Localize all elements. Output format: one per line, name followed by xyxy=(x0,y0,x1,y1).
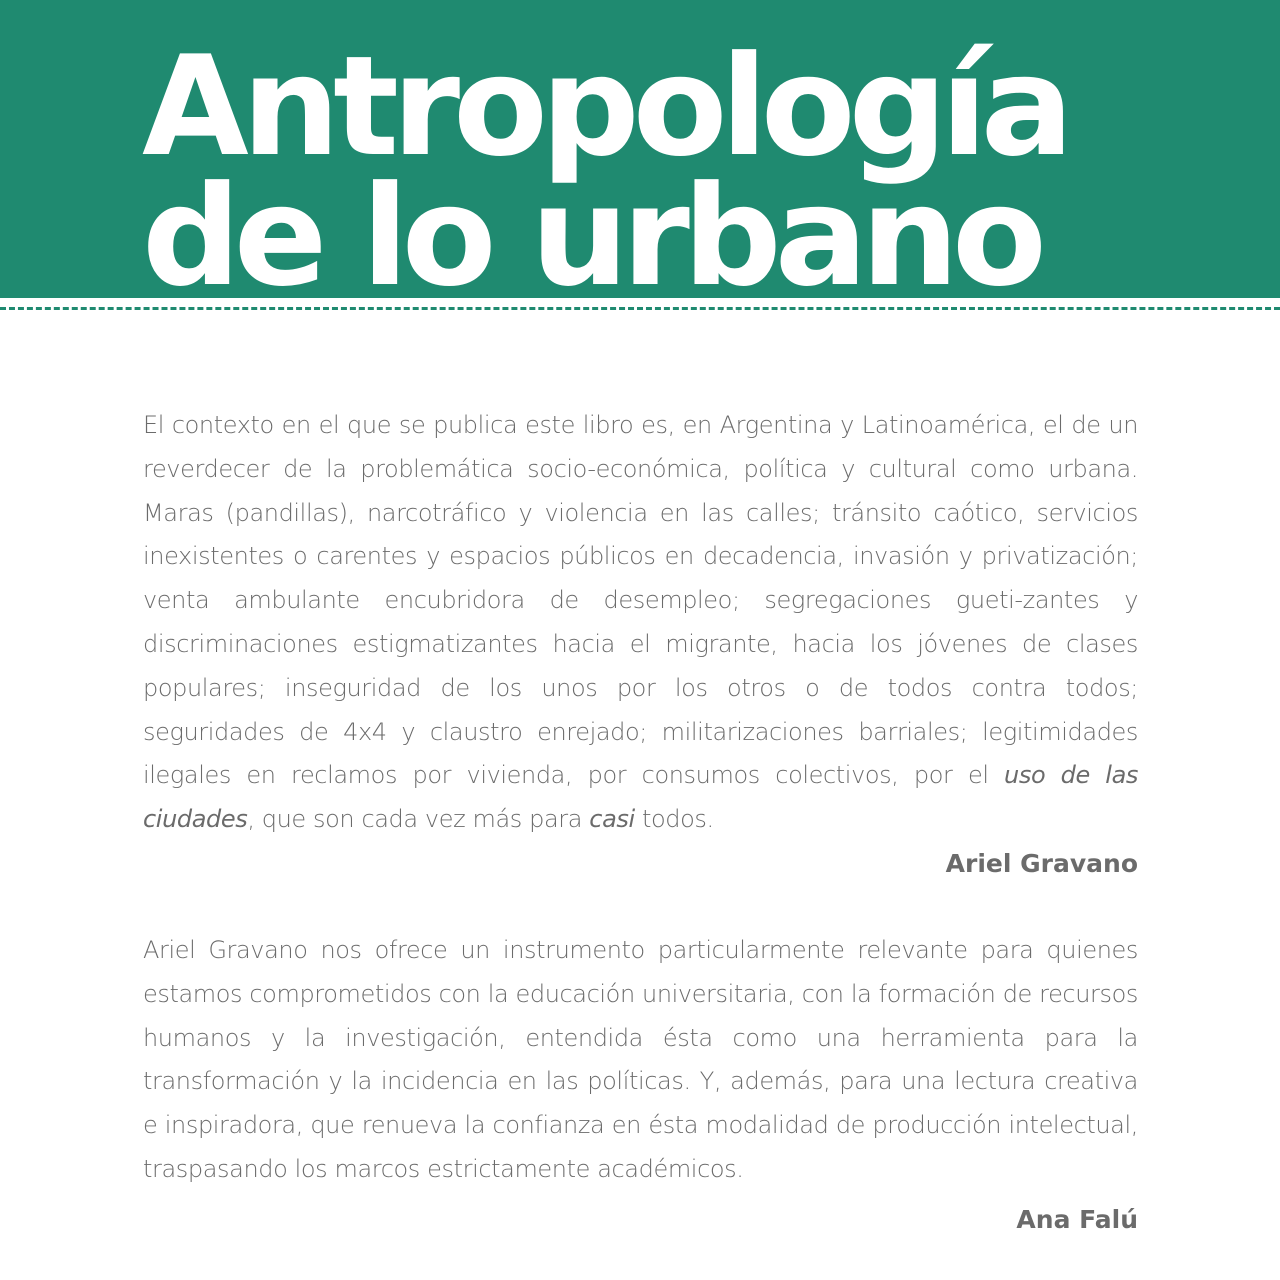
quote-2-author: Ana Falú xyxy=(1016,1205,1138,1234)
title-line-2: de lo urbano xyxy=(142,156,1040,317)
quote-paragraph-2: Ariel Gravano nos ofrece un instrumento particularmente relevante para quienes estamos comprometidos con la educación universitaria, con la formación de recursos humanos y la investigación, entendida ésta como una herramienta para la transformación y la incidencia en las políticas. Y, además, para una lectura creativa e inspiradora, que renueva la confianza en ésta modalidad de producción intelectual, traspasando los marcos estrictamente académicos. xyxy=(143,936,1138,1183)
title-banner xyxy=(0,0,1280,317)
quote-1-text-b: , que son cada vez más para xyxy=(247,805,590,834)
dashed-divider xyxy=(0,307,1280,310)
quote-paragraph-1 xyxy=(143,404,1138,842)
quote-1-author: Ariel Gravano xyxy=(945,849,1138,878)
quote-1-text-a: El contexto en el que se publica este libro es, en Argentina y Latinoamérica, el de un reverdecer de la problemática socio-económica, política y cultural como urbana. Maras (pandillas), narcotráfico y violencia en las calles; tránsito caótico, servicios inexistentes o carentes y espacios públicos en decadencia, invasión y privatización; venta ambulante encubridora de desempleo; segregaciones gueti-zantes y discriminaciones estigmatizantes hacia el migrante, hacia los jóvenes de clases populares; inseguridad de los unos por los otros o de todos contra todos; seguridades de 4x4 y claustro enrejado; militarizaciones barriales; legitimidades ilegales en reclamos por vivienda, por consumos colectivos, por el xyxy=(143,411,1138,790)
quote-1-italic-a: uso de las ciudades xyxy=(143,761,1138,834)
title-line-1: Antropología xyxy=(142,26,1067,187)
quote-1-text-c: todos. xyxy=(634,805,714,834)
quote-1-italic-b: casi xyxy=(589,805,635,834)
